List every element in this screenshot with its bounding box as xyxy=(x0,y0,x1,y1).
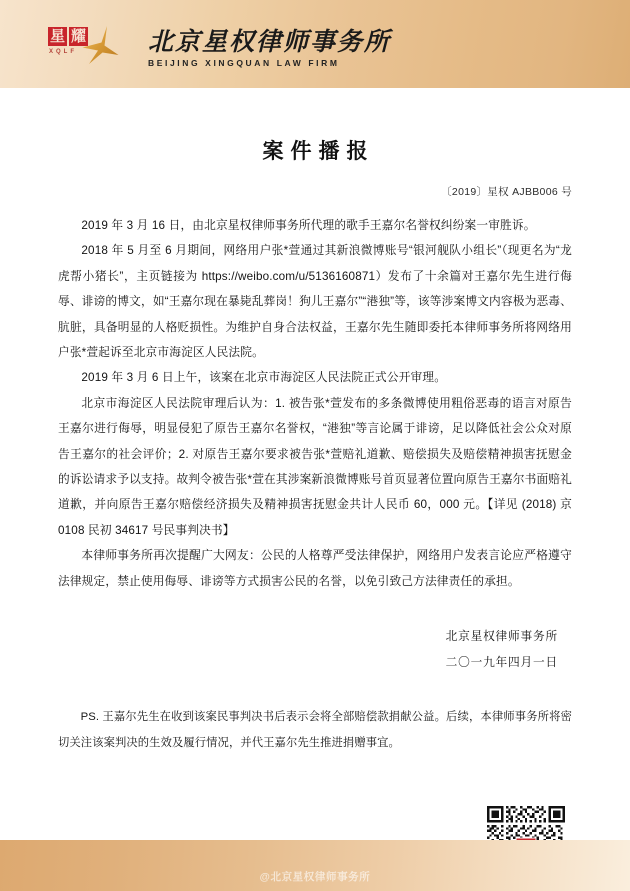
document-page xyxy=(0,88,630,840)
firm-name-block xyxy=(148,28,391,69)
firm-name-cn: 北京星权律师事务所 xyxy=(148,27,392,56)
page-title: 案件播报 xyxy=(262,139,375,163)
seal-char-2: 耀 xyxy=(70,27,86,45)
gold-star-icon xyxy=(80,25,120,65)
paragraph: 2018 年 5 月至 6 月期间，网络用户张*萱通过其新浪微博账号“银河舰队小组长”（现更名为“龙虎帮小猪长”，主页链接为 https://weibo.com/u/5136160871）发布了十余篇对王嘉尔先生进行侮辱、诽谤的博文，如“王嘉尔现在暴毙乱葬岗！狗儿王嘉尔”“港独”等，该等涉案博文内容极为恶毒、肮脏，具备明显的人格贬损性。为维护自身合法权益，王嘉尔先生随即委托本律师事务所将网络用户张*萱起诉至北京市海淀区人民法院。 xyxy=(58,244,572,360)
logo-mark xyxy=(48,25,144,69)
footer-watermark: @北京星权律师事务所 xyxy=(259,871,371,883)
firm-logo-lockup xyxy=(48,25,391,69)
document-number: 〔2019〕星权 AJBB006 号 xyxy=(441,186,572,198)
seal-subtext: XQLF xyxy=(49,49,77,55)
header-banner xyxy=(0,0,630,88)
seal-char-1: 星 xyxy=(49,27,65,45)
firm-name-en: BEIJING XINGQUAN LAW FIRM xyxy=(148,58,340,68)
paragraph: 2019 年 3 月 6 日上午，该案在北京市海淀区人民法院正式公开审理。 xyxy=(81,371,447,385)
paragraph: 本律师事务所再次提醒广大网友：公民的人格尊严受法律保护，网络用户发表言论应严格遵守法律规定，禁止使用侮辱、诽谤等方式损害公民的名誉，以免引致己方法律责任的承担。 xyxy=(58,549,572,588)
footer-banner xyxy=(0,840,630,891)
paragraph: 2019 年 3 月 16 日，由北京星权律师事务所代理的歌手王嘉尔名誉权纠纷案一审胜诉。 xyxy=(81,219,536,232)
postscript-note: PS. 王嘉尔先生在收到该案民事判决书后表示会将全部赔偿款捐献公益。后续，本律师事务所将密切关注该案判决的生效及履行情况，并代王嘉尔先生推进捐赠事宜。 xyxy=(58,711,572,749)
signature-firm: 北京星权律师事务所 xyxy=(445,630,558,644)
signature-date: 二〇一九年四月一日 xyxy=(445,655,558,669)
paragraph: 北京市海淀区人民法院审理后认为：1. 被告张*萱发布的多条微博使用粗俗恶毒的语言对原告王嘉尔进行侮辱，明显侵犯了原告王嘉尔名誉权，“港独”等言论属于诽谤，足以降低社会公众对原告王嘉尔的社会评价；2. 对原告王嘉尔要求被告张*萱赔礼道歉、赔偿损失及赔偿精神损害抚慰金的诉讼请求予以支持。故判令被告张*萱在其涉案新浪微博账号首页显著位置向原告王嘉尔书面赔礼道歉，并向原告王嘉尔赔偿经济损失及精神损害抚慰金共计人民币 60，000 元。【详见 (2018) 京 0108 民初 34617 号民事判决书】 xyxy=(58,396,572,537)
document-body xyxy=(58,213,572,594)
signature-block xyxy=(0,624,630,675)
